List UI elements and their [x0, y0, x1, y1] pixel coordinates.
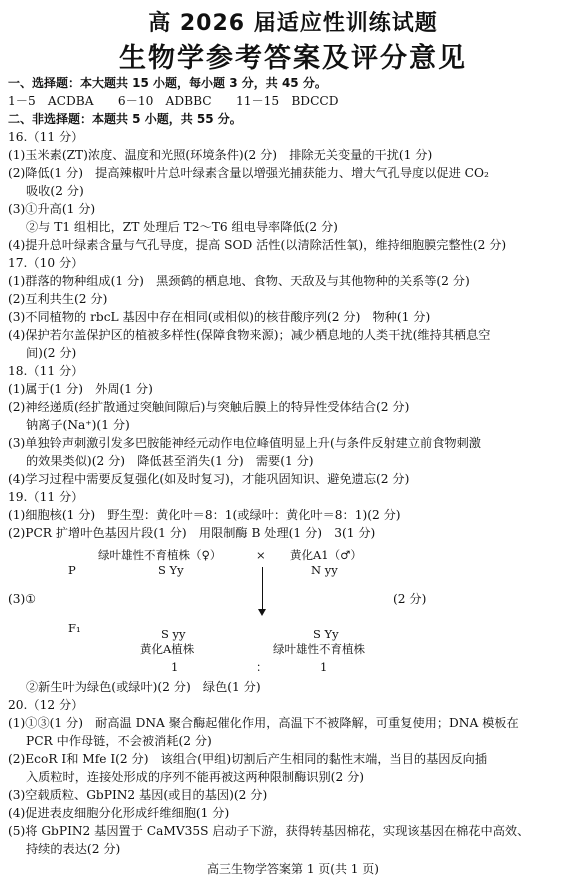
q17-answer-4-cont: 间)(2 分) [26, 346, 77, 360]
question-17-header: 17.（10 分） [8, 256, 84, 270]
q20-answer-2: (2)EcoR Ⅰ和 Mfe Ⅰ(2 分) 该组合(甲组)切割后产生相同的黏性末端，当目的基因反向插 [8, 752, 488, 766]
q20-answer-2-cont: 入质粒时，连接处形成的序列不能再被这两种限制酶识别(2 分) [26, 770, 365, 784]
offspring2-genotype: S Yy [313, 627, 339, 641]
question-19-header: 19.（11 分） [8, 490, 84, 504]
cross-arrow-shaft [262, 567, 263, 611]
q19-answer-3b: ②新生叶为绿色(或绿叶)(2 分) 绿色(1 分) [26, 680, 261, 694]
page-title-line1: 高 2026 届适应性训练试题 [148, 11, 438, 36]
q20-answer-3: (3)空载质粒、GbPIN2 基因(或目的基因)(2 分) [8, 788, 268, 802]
q17-answer-1: (1)群落的物种组成(1 分) 黑颈鹤的栖息地、食物、天敌及与其他物种的关系等(2 分) [8, 274, 470, 288]
section-header-nonchoice: 二、非选择题：本题共 5 小题，共 55 分。 [8, 112, 242, 126]
question-16-header: 16.（11 分） [8, 130, 84, 144]
offspring1-name: 黄化A植株 [140, 642, 195, 656]
ratio-left: 1 [171, 660, 179, 674]
q17-answer-2: (2)互利共生(2 分) [8, 292, 108, 306]
q16-answer-4: (4)提升总叶绿素含量与气孔导度，提高 SOD 活性(以清除活性氧)，维持细胞膜完整性(2 分) [8, 238, 507, 252]
q20-answer-5-cont: 持续的表达(2 分) [26, 842, 121, 856]
offspring2-name: 绿叶雄性不育植株 [273, 642, 365, 656]
q16-answer-2: (2)降低(1 分) 提高辣椒叶片总叶绿素含量以增强光捕获能力、增大气孔导度以促进 CO₂ [8, 166, 489, 180]
q20-answer-1: (1)①③(1 分) 耐高温 DNA 聚合酶起催化作用，高温下不被降解，可重复使用；DNA 模板在 [8, 716, 519, 730]
ratio-colon: ： [256, 660, 268, 674]
q20-answer-1-cont: PCR 中作母链，不会被消耗(2 分) [26, 734, 212, 748]
q17-answer-3: (3)不同植物的 rbcL 基因中存在相同(或相似)的核苷酸序列(2 分) 物种(1 分) [8, 310, 431, 324]
q18-answer-2-cont: 钠离子(Na⁺)(1 分) [26, 418, 130, 432]
q19-answer-3-score: (2 分) [393, 592, 427, 606]
page-title-line2: 生物学参考答案及评分意见 [119, 43, 467, 74]
parent-male-genotype: N yy [311, 563, 338, 577]
q18-answer-2: (2)神经递质(经扩散通过突触间隙后)与突触后膜上的特异性受体结合(2 分) [8, 400, 410, 414]
q18-answer-4: (4)学习过程中需要反复强化(如及时复习)，才能巩固知识、避免遗忘(2 分) [8, 472, 410, 486]
cross-sign: × [256, 548, 266, 562]
ratio-right: 1 [320, 660, 328, 674]
q16-answer-3a: (3)①升高(1 分) [8, 202, 96, 216]
question-20-header: 20.（12 分） [8, 698, 84, 712]
q19-answer-2: (2)PCR 扩增叶色基因片段(1 分) 用限制酶 B 处理(1 分) 3(1 分) [8, 526, 376, 540]
parent-male-name: 黄化A1（♂） [290, 548, 362, 562]
q19-answer-1: (1)细胞核(1 分) 野生型：黄化叶＝8：1(或绿叶：黄化叶＝8：1)(2 分) [8, 508, 401, 522]
section-header-choice: 一、选择题：本大题共 15 小题，每小题 3 分，共 45 分。 [8, 76, 327, 90]
question-18-header: 18.（11 分） [8, 364, 84, 378]
q18-answer-3: (3)单独铃声刺激引发多巴胺能神经元动作电位峰值明显上升(与条件反射建立前食物刺激 [8, 436, 481, 450]
choice-answers: 1－5 ACDBA 6－10 ADBBC 11－15 BDCCD [8, 94, 339, 108]
offspring1-genotype: S yy [161, 627, 186, 641]
q19-answer-3-label: (3)① [8, 592, 37, 606]
p-generation-label: P [68, 563, 76, 577]
page-footer: 高三生物学答案第 1 页(共 1 页) [207, 862, 379, 876]
genetic-cross-diagram [68, 545, 398, 674]
q17-answer-4: (4)保护若尔盖保护区的植被多样性(保障食物来源)；减少栖息地的人类干扰(维持其栖息空 [8, 328, 491, 342]
q18-answer-3-cont: 的效果类似)(2 分) 降低甚至消失(1 分) 需要(1 分) [26, 454, 314, 468]
q16-answer-2-cont: 吸收(2 分) [26, 184, 84, 198]
parent-female-name: 绿叶雄性不育植株（♀） [98, 548, 222, 562]
parent-female-genotype: S Yy [158, 563, 184, 577]
cross-arrow-head [258, 609, 266, 616]
q18-answer-1: (1)属于(1 分) 外周(1 分) [8, 382, 153, 396]
q20-answer-4: (4)促进表皮细胞分化形成纤维细胞(1 分) [8, 806, 230, 820]
q16-answer-1: (1)玉米素(ZT)浓度、温度和光照(环境条件)(2 分) 排除无关变量的干扰(1 分) [8, 148, 433, 162]
q16-answer-3b: ②与 T1 组相比，ZT 处理后 T2～T6 组电导率降低(2 分) [26, 220, 338, 234]
f1-generation-label: F₁ [68, 621, 81, 635]
q20-answer-5: (5)将 GbPIN2 基因置于 CaMV35S 启动子下游，获得转基因棉花，实现该基因在棉花中高效、 [8, 824, 530, 838]
